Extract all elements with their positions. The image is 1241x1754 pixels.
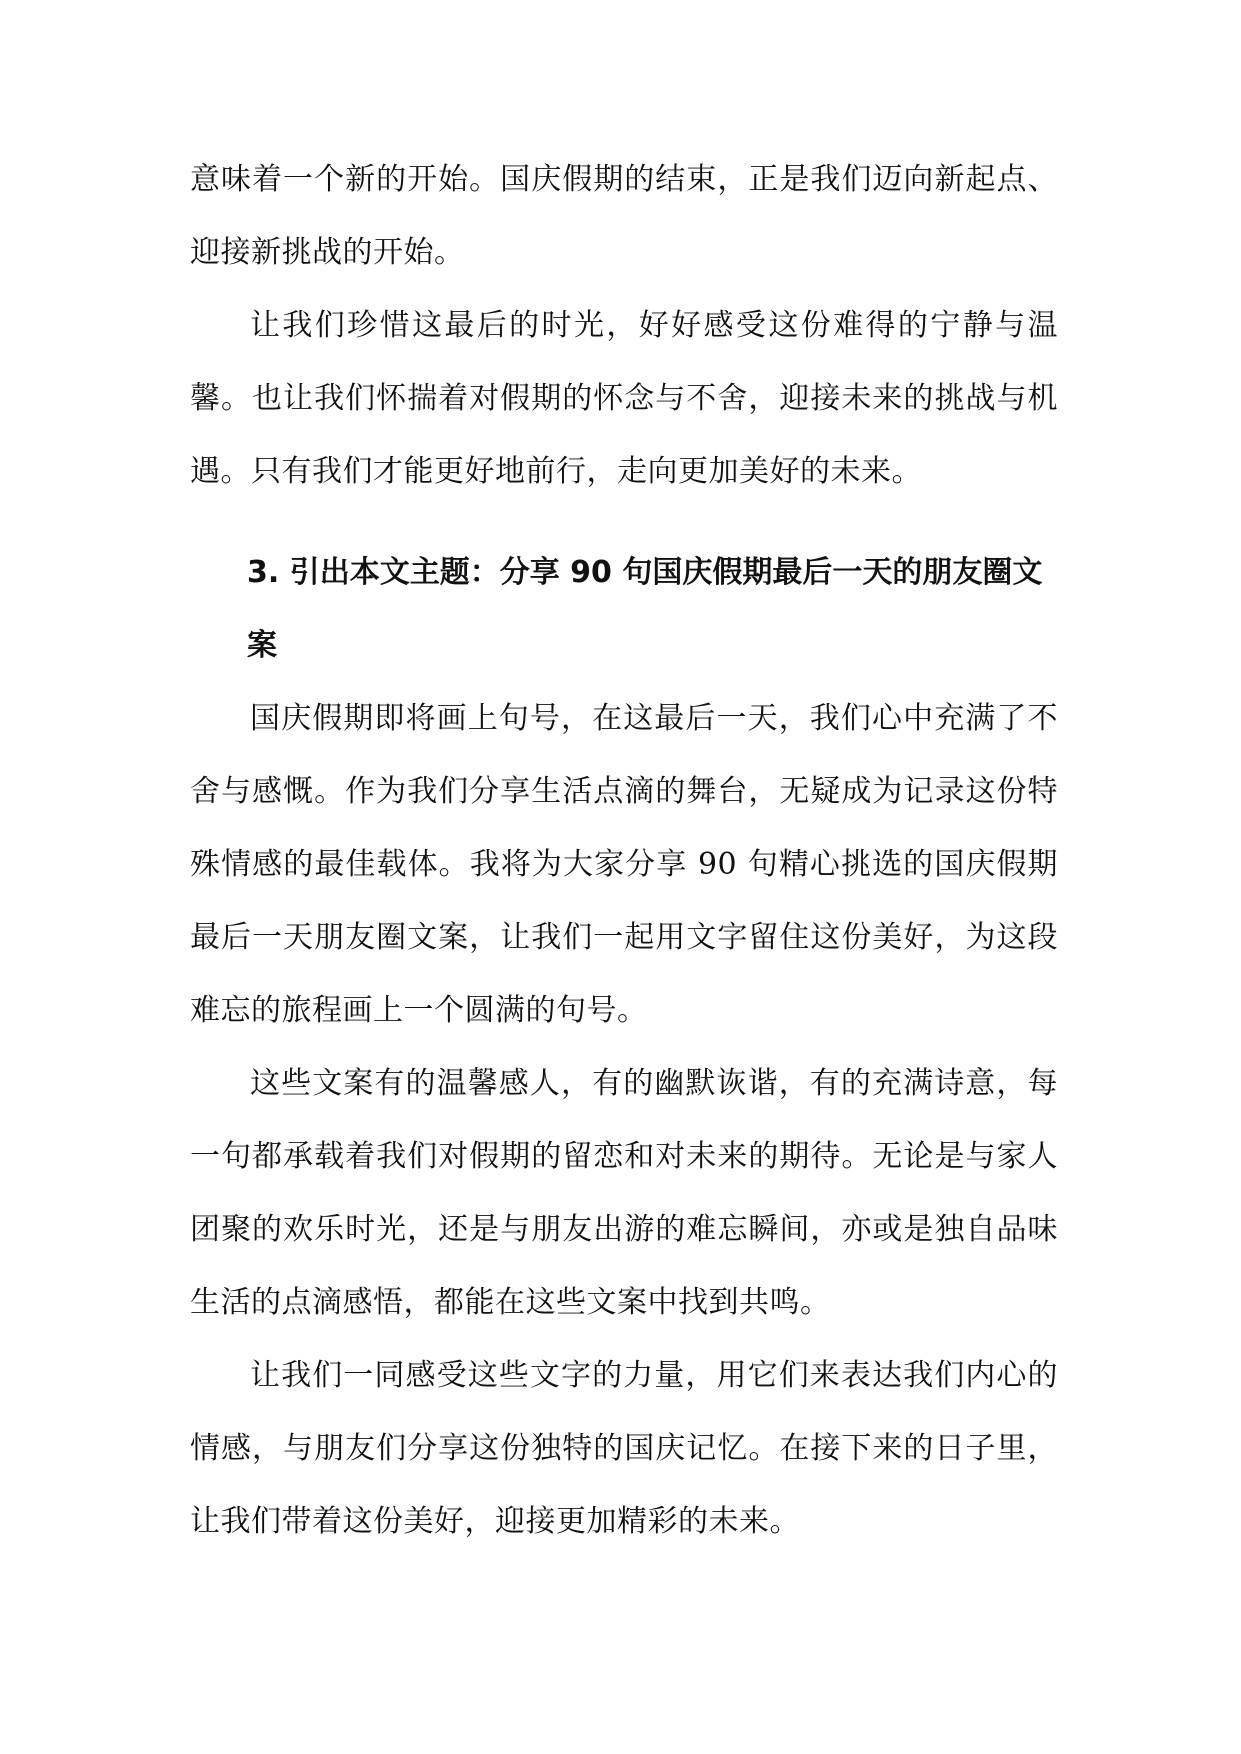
- paragraph-continuation: 意味着一个新的开始。国庆假期的结束，正是我们迈向新起点、迎接新挑战的开始。: [190, 162, 1058, 270]
- document-body: [190, 143, 1058, 1558]
- paragraph-cherish: 让我们珍惜这最后的时光，好好感受这份难得的宁静与温馨。也让我们怀揣着对假期的怀念与不舍，迎接未来的挑战与机遇。只有我们才能更好地前行，走向更加美好的未来。: [190, 308, 1058, 489]
- paragraph-description: 这些文案有的温馨感人，有的幽默诙谐，有的充满诗意，每一句都承载着我们对假期的留恋和对未来的期待。无论是与家人团聚的欢乐时光，还是与朋友出游的难忘瞬间，亦或是独自品味生活的点滴感悟，都能在这些文案中找到共鸣。: [190, 1066, 1058, 1320]
- paragraph-closing: 让我们一同感受这些文字的力量，用它们来表达我们内心的情感，与朋友们分享这份独特的国庆记忆。在接下来的日子里，让我们带着这份美好，迎接更加精彩的未来。: [190, 1358, 1058, 1539]
- paragraph-intro: 国庆假期即将画上句号，在这最后一天，我们心中充满了不舍与感慨。作为我们分享生活点滴的舞台，无疑成为记录这份特殊情感的最佳载体。我将为大家分享 90 句精心挑选的国庆假期最后一天朋友圈文案，让我们一起用文字留住这份美好，为这段难忘的旅程画上一个圆满的句号。: [190, 701, 1058, 1028]
- section-heading: 3. 引出本文主题：分享 90 句国庆假期最后一天的朋友圈文案: [247, 555, 1043, 663]
